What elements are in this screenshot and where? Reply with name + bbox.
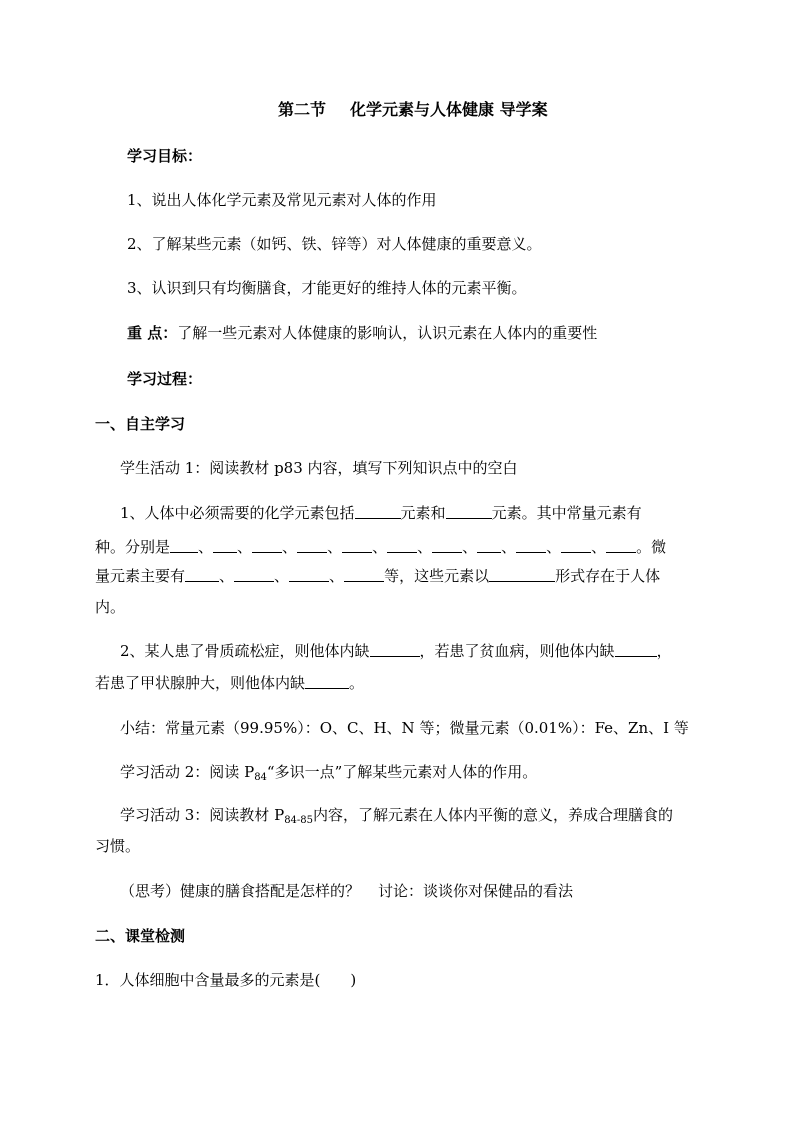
- fill-blank[interactable]: [342, 538, 372, 553]
- fill-blank[interactable]: [185, 567, 219, 582]
- goal-item-2: 2、了解某些元素（如钙、铁、锌等）对人体健康的重要意义。: [127, 235, 542, 253]
- fill-blank[interactable]: [370, 642, 420, 657]
- goal-item-1: 1、说出人体化学元素及常见元素对人体的作用: [127, 191, 437, 209]
- fill-blank[interactable]: [432, 538, 462, 553]
- fill-blank[interactable]: [344, 567, 384, 582]
- fill-blank[interactable]: [606, 538, 636, 553]
- thinking-prompt: （思考）健康的膳食搭配是怎样的？ 讨论：谈谈你对保健品的看法: [120, 882, 574, 900]
- page-title: 第二节 化学元素与人体健康 导学案: [278, 100, 548, 119]
- section-heading-1: 一、自主学习: [95, 415, 186, 433]
- goals-heading: 学习目标：: [127, 147, 203, 165]
- fill-blank[interactable]: [446, 504, 492, 519]
- fill-blank[interactable]: [234, 567, 274, 582]
- fill-blank[interactable]: [387, 538, 417, 553]
- question-1-line-3: 量元素主要有 、 、 、 等，这些元素以 形式存在于人体: [95, 567, 661, 585]
- fill-blank[interactable]: [252, 538, 282, 553]
- fill-blank[interactable]: [289, 567, 329, 582]
- question-2-line-2: 若患了甲状腺肿大，则他体内缺 。: [95, 674, 365, 692]
- question-2-line-1: 2、某人患了骨质疏松症，则他体内缺 ，若患了贫血病，则他体内缺 ，: [120, 642, 672, 660]
- fill-blank[interactable]: [297, 538, 327, 553]
- fill-blank[interactable]: [561, 538, 591, 553]
- fill-blank[interactable]: [355, 504, 401, 519]
- activity-3-line-2: 习惯。: [95, 837, 141, 855]
- activity-2: 学习活动 2：阅读 $P_{84}“$多识一点”了解某些元素对人体的作用。: [120, 763, 538, 783]
- fill-blank[interactable]: [170, 538, 198, 553]
- question-1-line-1: 1、人体中必须需要的化学元素包括 元素和 元素。其中常量元素有: [120, 504, 642, 522]
- activity-3-line-1: 学习活动 3：阅读教材 $P_{84-85}$内容，了解元素在人体内平衡的意义，养成合理膳食的: [120, 806, 674, 826]
- summary: 小结：常量元素（99.95%）：O、C、H、N 等；微量元素（0.01%）：Fe、Zn、I 等: [120, 719, 689, 737]
- fill-blank[interactable]: [615, 642, 657, 657]
- activity-1: 学生活动 1：阅读教材 p83 内容，填写下列知识点中的空白: [120, 459, 518, 477]
- section-heading-2: 二、课堂检测: [95, 927, 186, 945]
- fill-blank[interactable]: [213, 538, 237, 553]
- fill-blank[interactable]: [305, 674, 349, 689]
- fill-blank[interactable]: [516, 538, 546, 553]
- key-point: 重 点：了解一些元素对人体健康的影响认，认识元素在人体内的重要性: [127, 324, 598, 342]
- question-1-line-4: 内。: [95, 598, 126, 616]
- process-heading: 学习过程：: [127, 370, 203, 388]
- test-question-1: 1．人体细胞中含量最多的元素是( ): [95, 971, 357, 989]
- fill-blank[interactable]: [489, 567, 555, 582]
- fill-blank[interactable]: [477, 538, 501, 553]
- goal-item-3: 3、认识到只有均衡膳食，才能更好的维持人体的元素平衡。: [127, 279, 527, 297]
- question-1-line-2: 种。分别是 、 、 、 、 、 、 、 、 、 、 。微: [95, 538, 667, 556]
